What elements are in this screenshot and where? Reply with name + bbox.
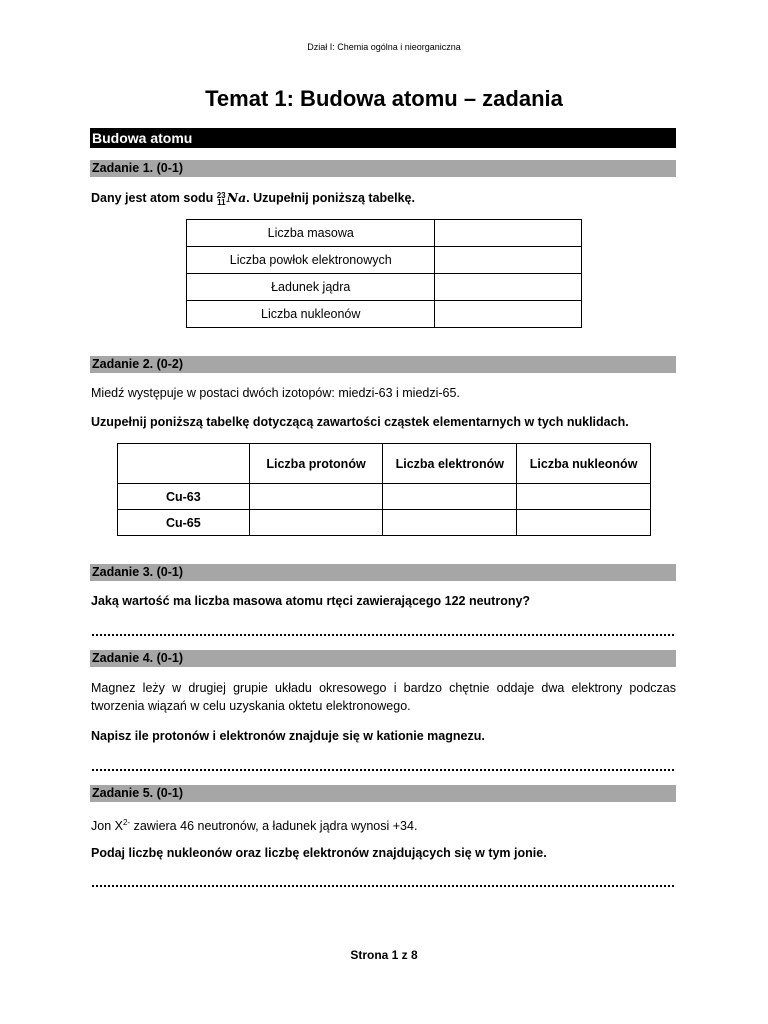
table-row bbox=[187, 247, 582, 274]
task5-question: Podaj liczbę nukleonów oraz liczbę elektronów znajdujących się w tym jonie. bbox=[91, 846, 547, 860]
document-title: Temat 1: Budowa atomu – zadania bbox=[205, 86, 563, 111]
task2-table bbox=[117, 443, 651, 536]
table-row bbox=[118, 484, 651, 510]
ion-charge: 2- bbox=[122, 818, 131, 827]
task5-text-pre: Jon X bbox=[91, 819, 123, 833]
answer-cell[interactable] bbox=[435, 301, 582, 328]
task1-table bbox=[186, 219, 582, 328]
column-header: Liczba elektronów bbox=[383, 444, 517, 484]
answer-cell[interactable] bbox=[435, 247, 582, 274]
answer-line[interactable] bbox=[92, 759, 674, 771]
row-label: Liczba powłok elektronowych bbox=[187, 247, 435, 274]
task4-question: Napisz ile protonów i elektronów znajduje się w kationie magnezu. bbox=[91, 729, 485, 743]
task5-heading: Zadanie 5. (0-1) bbox=[90, 785, 676, 802]
task1-intro-post: . Uzupełnij poniższą tabelkę. bbox=[246, 191, 415, 205]
isotope-atomic-number: 11 bbox=[217, 197, 226, 207]
answer-cell[interactable] bbox=[249, 484, 383, 510]
page-header: Dział I: Chemia ogólna i nieorganiczna bbox=[307, 42, 461, 52]
answer-cell[interactable] bbox=[383, 484, 517, 510]
table-row bbox=[187, 301, 582, 328]
answer-line[interactable] bbox=[92, 875, 674, 887]
answer-cell[interactable] bbox=[435, 274, 582, 301]
task3-heading: Zadanie 3. (0-1) bbox=[90, 564, 676, 581]
column-header: Liczba nukleonów bbox=[517, 444, 651, 484]
row-label: Ładunek jądra bbox=[187, 274, 435, 301]
answer-cell[interactable] bbox=[517, 484, 651, 510]
row-label: Liczba masowa bbox=[187, 220, 435, 247]
task2-text: Miedź występuje w postaci dwóch izotopów: miedzi-63 i miedzi-65. bbox=[91, 386, 460, 400]
column-header bbox=[118, 444, 250, 484]
answer-cell[interactable] bbox=[517, 510, 651, 536]
isotope-mass-number: 23 bbox=[216, 190, 226, 200]
table-header-row bbox=[118, 444, 651, 484]
table-row bbox=[187, 220, 582, 247]
task5-text bbox=[91, 814, 676, 835]
column-header: Liczba protonów bbox=[249, 444, 383, 484]
row-label: Cu-63 bbox=[118, 484, 250, 510]
task1-heading: Zadanie 1. (0-1) bbox=[90, 160, 676, 177]
task2-heading: Zadanie 2. (0-2) bbox=[90, 356, 676, 373]
section-heading: Budowa atomu bbox=[90, 128, 676, 148]
table-row bbox=[187, 274, 582, 301]
task1-intro-pre: Dany jest atom sodu bbox=[91, 191, 217, 205]
sodium-isotope-numbers bbox=[217, 192, 226, 206]
row-label: Cu-65 bbox=[118, 510, 250, 536]
answer-line[interactable] bbox=[92, 624, 674, 636]
answer-cell[interactable] bbox=[383, 510, 517, 536]
page-footer: Strona 1 z 8 bbox=[350, 948, 418, 962]
task1-intro bbox=[91, 189, 676, 207]
task3-question: Jaką wartość ma liczba masowa atomu rtęci zawierającego 122 neutrony? bbox=[91, 594, 531, 608]
answer-cell[interactable] bbox=[435, 220, 582, 247]
table-row bbox=[118, 510, 651, 536]
task5-text-post: zawiera 46 neutronów, a ładunek jądra wynosi +34. bbox=[130, 819, 418, 833]
task2-instruction: Uzupełnij poniższą tabelkę dotyczącą zawartości cząstek elementarnych w tych nuklidach. bbox=[91, 415, 629, 429]
isotope-symbol: Na bbox=[226, 190, 247, 205]
row-label: Liczba nukleonów bbox=[187, 301, 435, 328]
answer-cell[interactable] bbox=[249, 510, 383, 536]
task4-text: Magnez leży w drugiej grupie układu okresowego i bardzo chętnie oddaje dwa elektrony podczas tworzenia wiązań w celu uzyskania oktetu elektronowego. bbox=[91, 681, 676, 713]
task4-heading: Zadanie 4. (0-1) bbox=[90, 650, 676, 667]
